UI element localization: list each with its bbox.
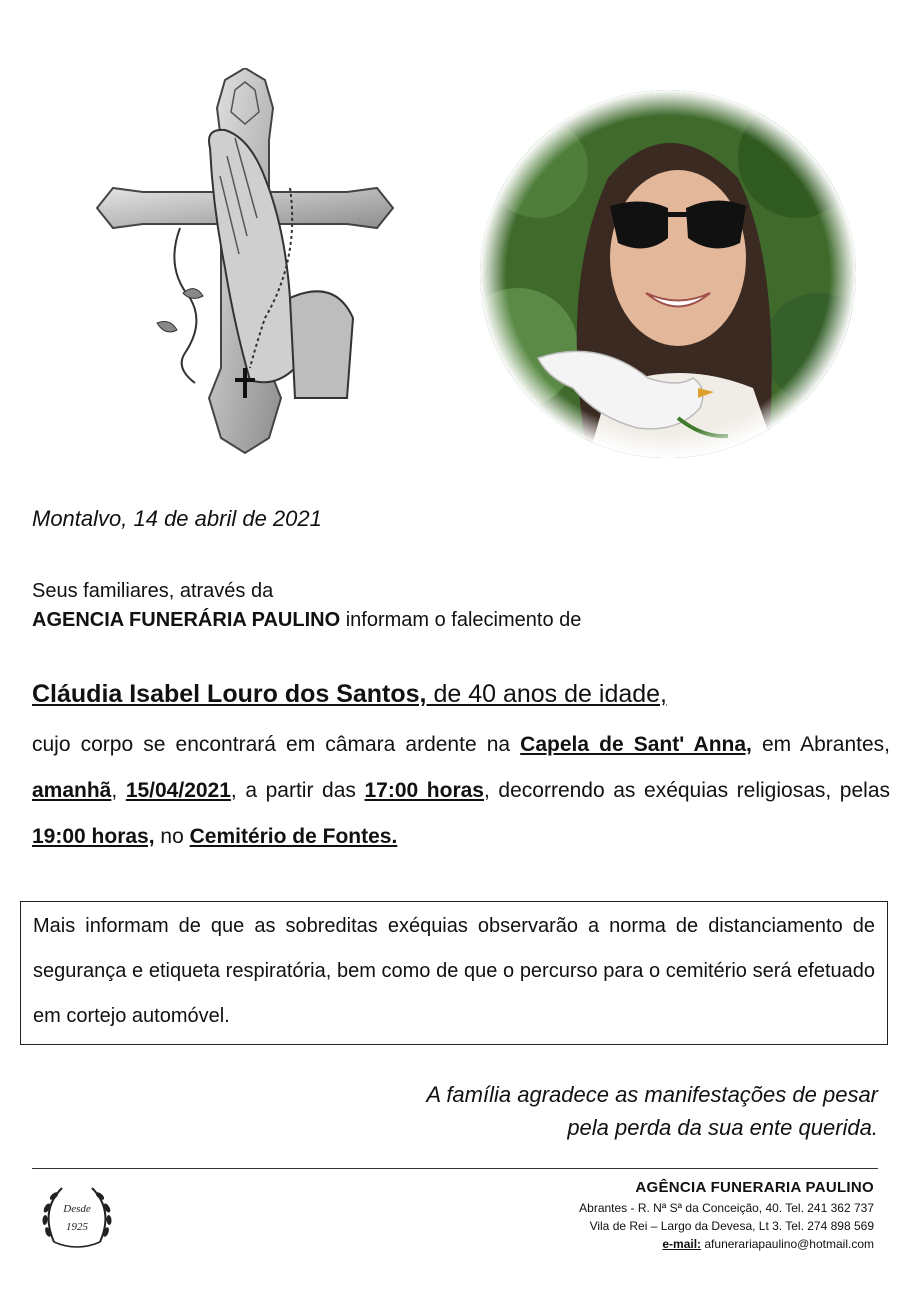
agency-address-vila-de-rei: Vila de Rei – Largo da Devesa, Lt 3. Tel. 274 898 569 bbox=[589, 1219, 874, 1233]
deceased-heading bbox=[32, 680, 667, 709]
agency-contact-block bbox=[579, 1177, 874, 1253]
intro-line-1: Seus familiares, através da bbox=[32, 580, 274, 602]
seal-text-year: 1925 bbox=[66, 1221, 88, 1233]
footer-divider bbox=[32, 1168, 878, 1169]
seal-text-desde: Desde bbox=[63, 1203, 91, 1215]
place-date: Montalvo, 14 de abril de 2021 bbox=[32, 506, 322, 531]
details-text: cujo corpo se encontrará em câmara ardente na bbox=[32, 733, 521, 756]
funeral-details bbox=[32, 722, 890, 860]
service-time: 19:00 horas, bbox=[32, 825, 155, 848]
thanks-line-1: A família agradece as manifestações de pesar bbox=[426, 1082, 878, 1107]
agency-name-inline: AGENCIA FUNERÁRIA PAULINO bbox=[32, 609, 341, 631]
deceased-name: Cláudia Isabel Louro dos Santos, bbox=[32, 680, 427, 708]
details-text: no bbox=[154, 825, 190, 848]
wake-start-time: 17:00 horas bbox=[364, 779, 484, 802]
agency-footer-name: AGÊNCIA FUNERARIA PAULINO bbox=[635, 1179, 874, 1196]
agency-address-abrantes: Abrantes - R. Nª Sª da Conceição, 40. Tel. 241 362 737 bbox=[579, 1201, 874, 1215]
thanks-line-2: pela perda da sua ente querida. bbox=[567, 1115, 878, 1140]
deceased-portrait-photo bbox=[478, 88, 858, 460]
deceased-age: de 40 anos de idade, bbox=[433, 680, 668, 708]
email-label: e-mail: bbox=[662, 1237, 702, 1251]
distancing-notice-text: Mais informam de que as sobreditas exéquias observarão a norma de distanciamento de segurança e etiqueta respiratória, bem como de que o percurso para o cemitério será efetuado em cortejo automóvel. bbox=[33, 915, 875, 1027]
intro-line-2-rest: informam o falecimento de bbox=[345, 609, 582, 631]
distancing-notice-box bbox=[20, 901, 888, 1045]
cross-praying-hands-illustration bbox=[85, 68, 405, 458]
details-text: , bbox=[111, 779, 126, 802]
agency-email[interactable]: afunerariapaulino@hotmail.com bbox=[701, 1237, 874, 1251]
family-thanks bbox=[426, 1078, 878, 1144]
details-text: , a partir das bbox=[230, 779, 365, 802]
since-1925-laurel-seal bbox=[32, 1180, 122, 1254]
cemetery-name: Cemitério de Fontes. bbox=[189, 825, 398, 848]
details-text: em Abrantes, bbox=[751, 733, 890, 756]
wake-date: 15/04/2021 bbox=[125, 779, 231, 802]
wake-day: amanhã bbox=[32, 779, 112, 802]
intro-text bbox=[32, 577, 581, 635]
intro-line-2 bbox=[32, 606, 581, 635]
details-text: , decorrendo as exéquias religiosas, pelas bbox=[484, 779, 891, 802]
agency-email-line bbox=[579, 1235, 874, 1253]
chapel-name: Capela de Sant' Anna, bbox=[520, 733, 752, 756]
